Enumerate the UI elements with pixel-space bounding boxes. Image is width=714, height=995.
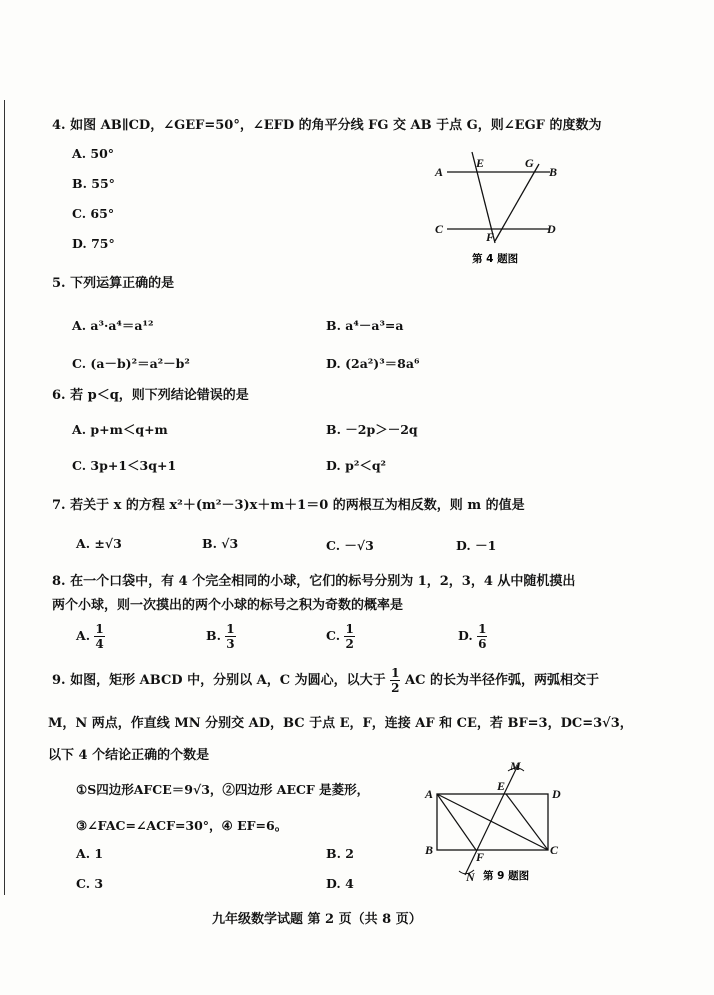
segment-af [437,794,476,850]
q9-conclusion-line1: ①S四边形AFCE＝9√3，②四边形 AECF 是菱形， [76,782,370,797]
q7-stem: 7. 若关于 x 的方程 x²＋(m²－3)x＋m＋1＝0 的两根互为相反数，则 m 的值是 [52,498,525,513]
q9-option-a: A. 1 [76,846,104,861]
q8-option-a-num: 1 [95,622,104,636]
q5-stem: 5. 下列运算正确的是 [52,276,175,291]
q8-option-a-den: 4 [95,637,104,651]
q9-stem-line1-post: AC 的长为半径作弧，两弧相交于 [405,673,599,688]
q6-option-c: C. 3p+1＜3q+1 [72,458,177,473]
q8-option-c-den: 2 [345,637,354,651]
label-a: A [425,787,434,801]
q9-figure [420,755,580,890]
label-c: C [435,222,444,236]
q6-option-d: D. p²＜q² [326,458,387,473]
segment-ec [506,794,548,850]
binding-margin-line [4,100,5,895]
page-footer: 九年级数学试题 第 2 页（共 8 页） [212,912,422,927]
label-a: A [435,165,444,179]
q8-option-c-letter: C. [326,628,341,643]
q9-option-b: B. 2 [326,846,354,861]
q9-frac-num: 1 [391,666,400,680]
q8-option-d [458,622,487,651]
q5-option-a: A. a³·a⁴＝a¹² [72,318,154,333]
label-e: E [476,156,485,170]
q8-option-d-letter: D. [458,628,473,643]
q7-option-c: C. －√3 [326,538,374,553]
q4-figure-caption: 第 4 题图 [472,253,519,265]
q4-option-c: C. 65° [72,206,115,221]
q4-option-d: D. 75° [72,236,115,251]
label-e: E [497,779,506,793]
q8-option-a-letter: A. [76,628,91,643]
q6-stem: 6. 若 p＜q，则下列结论错误的是 [52,388,249,403]
q9-stem-line1-pre: 9. 如图，矩形 ABCD 中，分别以 A，C 为圆心，以大于 [52,673,386,688]
q8-option-c-fraction [344,622,354,651]
q4-stem: 4. 如图 AB∥CD，∠GEF=50°，∠EFD 的角平分线 FG 交 AB 于点 G，则∠EGF 的度数为 [52,118,602,133]
diagonal-ac [437,794,548,850]
q6-option-b: B. －2p＞－2q [326,422,418,437]
q5-option-d: D. (2a²)³＝8a⁶ [326,356,420,371]
q8-option-b-den: 3 [226,637,235,651]
q9-stem-line3: 以下 4 个结论正确的个数是 [48,748,210,763]
label-m: M [510,759,521,773]
q7-option-b: B. √3 [202,536,239,551]
q8-option-b [206,622,236,651]
q8-option-a-fraction [94,622,104,651]
q4-option-b: B. 55° [72,176,115,191]
q8-option-d-den: 6 [478,637,487,651]
q9-frac-den: 2 [391,681,400,695]
q8-option-c [326,622,355,651]
q9-option-c: C. 3 [76,876,104,891]
q8-stem-line2: 两个小球，则一次摸出的两个小球的标号之积为奇数的概率是 [52,598,404,613]
q9-stem-fraction [390,666,400,695]
q9-option-d: D. 4 [326,876,354,891]
q8-option-a [76,622,105,651]
label-f: F [486,230,495,244]
q8-option-d-fraction [477,622,487,651]
q8-option-d-num: 1 [478,622,487,636]
label-f: F [476,850,485,864]
q6-option-a: A. p+m＜q+m [72,422,168,437]
q5-option-b: B. a⁴－a³=a [326,318,404,333]
q7-option-a: A. ±√3 [76,536,122,551]
line-mn [465,765,518,875]
q9-stem-line2: M，N 两点，作直线 MN 分别交 AD，BC 于点 E，F，连接 AF 和 CE，若 BF=3，DC=3√3， [48,716,633,731]
q5-option-c: C. (a－b)²＝a²－b² [72,356,190,371]
q7-option-d: D. －1 [456,538,497,553]
q8-option-b-letter: B. [206,628,221,643]
q8-option-b-num: 1 [226,622,235,636]
label-d: D [552,787,561,801]
q4-option-a: A. 50° [72,146,115,161]
q8-option-c-num: 1 [345,622,354,636]
label-b: B [549,165,558,179]
label-d: D [547,222,556,236]
q4-figure [425,145,570,270]
label-n: N [466,870,475,884]
q8-stem-line1: 8. 在一个口袋中，有 4 个完全相同的小球，它们的标号分别为 1，2，3，4 从中随机摸出 [52,574,576,589]
q9-figure-caption: 第 9 题图 [483,870,530,882]
q9-stem-line1 [52,666,599,695]
label-b: B [425,843,434,857]
q9-conclusion-line2: ③∠FAC=∠ACF=30°，④ EF=6。 [76,818,288,833]
label-c: C [550,843,559,857]
label-g: G [525,156,534,170]
q8-option-b-fraction [225,622,235,651]
